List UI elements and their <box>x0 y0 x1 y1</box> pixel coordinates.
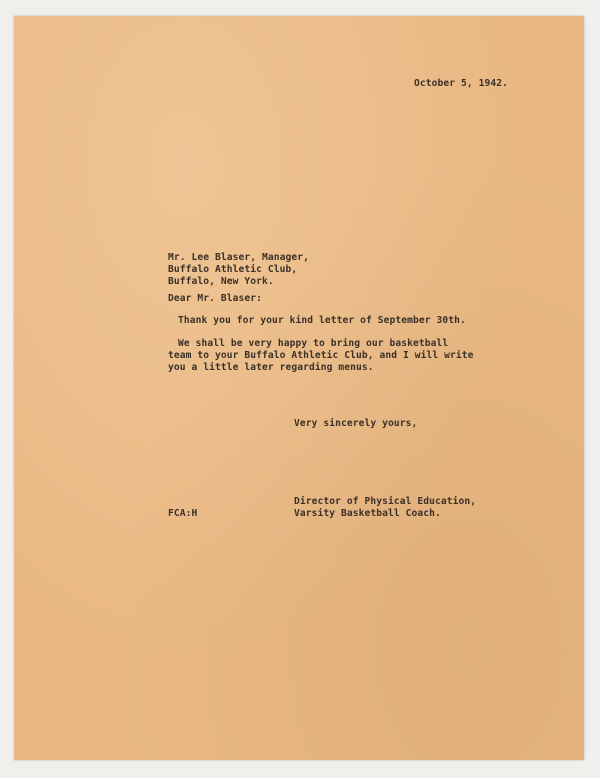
address-line-2: Buffalo Athletic Club, <box>168 264 298 275</box>
address-line-3: Buffalo, New York. <box>168 276 274 287</box>
body-paragraph-1-line-1: Thank you for your kind letter of September 30th. <box>178 315 466 326</box>
letter-date: October 5, 1942. <box>414 78 509 89</box>
body-paragraph-2-line-3: you a little later regarding menus. <box>168 362 374 373</box>
signature-line-1: Director of Physical Education, <box>294 496 477 507</box>
closing: Very sincerely yours, <box>294 418 418 429</box>
letter-page <box>14 16 584 760</box>
body-paragraph-2-line-2: team to your Buffalo Athletic Club, and I will write <box>168 350 474 361</box>
signature-line-2: Varsity Basketball Coach. <box>294 508 441 519</box>
address-line-1: Mr. Lee Blaser, Manager, <box>168 252 310 263</box>
salutation: Dear Mr. Blaser: <box>168 293 263 304</box>
body-paragraph-2-line-1: We shall be very happy to bring our basketball <box>178 338 449 349</box>
initials: FCA:H <box>168 508 198 519</box>
